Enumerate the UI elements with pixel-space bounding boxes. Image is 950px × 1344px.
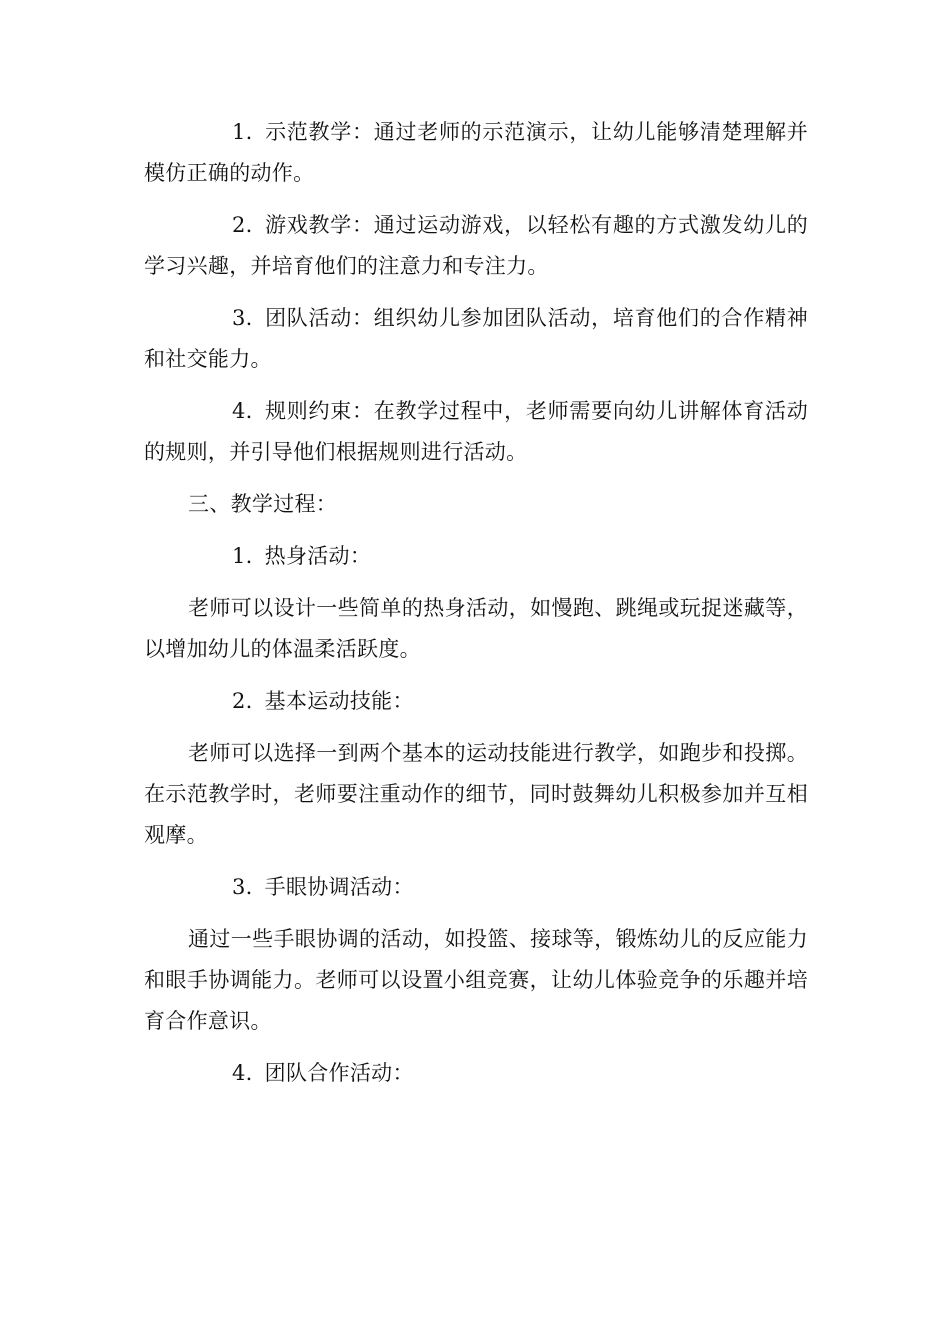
paragraph-text: 规则约束：在教学过程中，老师需要向幼儿讲解体育活动的规则，并引导他们根据规则进行活动。 <box>144 399 808 464</box>
paragraph-number: 2. <box>232 213 253 237</box>
paragraph-number: 3. <box>232 306 253 330</box>
subheading-2 <box>144 681 808 722</box>
paragraph-number: 3. <box>232 875 253 899</box>
paragraph-text: 游戏教学：通过运动游戏，以轻松有趣的方式激发幼儿的学习兴趣，并培育他们的注意力和专注力。 <box>144 213 808 278</box>
subheading-text: 团队合作活动： <box>264 1061 414 1085</box>
paragraph-3 <box>144 298 808 380</box>
paragraph-number: 1. <box>232 120 253 144</box>
paragraph-body-2 <box>144 733 808 856</box>
subheading-1 <box>144 536 808 577</box>
paragraph-text: 老师可以设计一些简单的热身活动，如慢跑、跳绳或玩捉迷藏等，以增加幼儿的体温柔活跃度。 <box>144 596 808 661</box>
paragraph-1 <box>144 112 808 194</box>
subheading-4 <box>144 1053 808 1094</box>
paragraph-text: 老师可以选择一到两个基本的运动技能进行教学，如跑步和投掷。在示范教学时，老师要注重动作的细节，同时鼓舞幼儿积极参加并互相观摩。 <box>144 741 808 847</box>
paragraph-text: 示范教学：通过老师的示范演示，让幼儿能够清楚理解并模仿正确的动作。 <box>144 120 808 185</box>
paragraph-number: 2. <box>232 689 253 713</box>
paragraph-text: 团队活动：组织幼儿参加团队活动，培育他们的合作精神和社交能力。 <box>144 306 808 371</box>
subheading-text: 手眼协调活动： <box>264 875 414 899</box>
subheading-text: 热身活动： <box>264 544 372 568</box>
subheading-text: 基本运动技能： <box>264 689 414 713</box>
paragraph-number: 4. <box>232 399 253 423</box>
paragraph-number: 1. <box>232 544 253 568</box>
paragraph-body-1 <box>144 588 808 670</box>
paragraph-2 <box>144 205 808 287</box>
paragraph-number: 4. <box>232 1061 253 1085</box>
subheading-3 <box>144 867 808 908</box>
paragraph-text: 通过一些手眼协调的活动，如投篮、接球等，锻炼幼儿的反应能力和眼手协调能力。老师可以设置小组竞赛，让幼儿体验竞争的乐趣并培育合作意识。 <box>144 927 808 1033</box>
paragraph-4 <box>144 391 808 473</box>
section-heading-text: 三、教学过程： <box>188 492 338 516</box>
document-body <box>144 112 808 1105</box>
paragraph-body-3 <box>144 919 808 1042</box>
section-heading <box>144 484 808 525</box>
